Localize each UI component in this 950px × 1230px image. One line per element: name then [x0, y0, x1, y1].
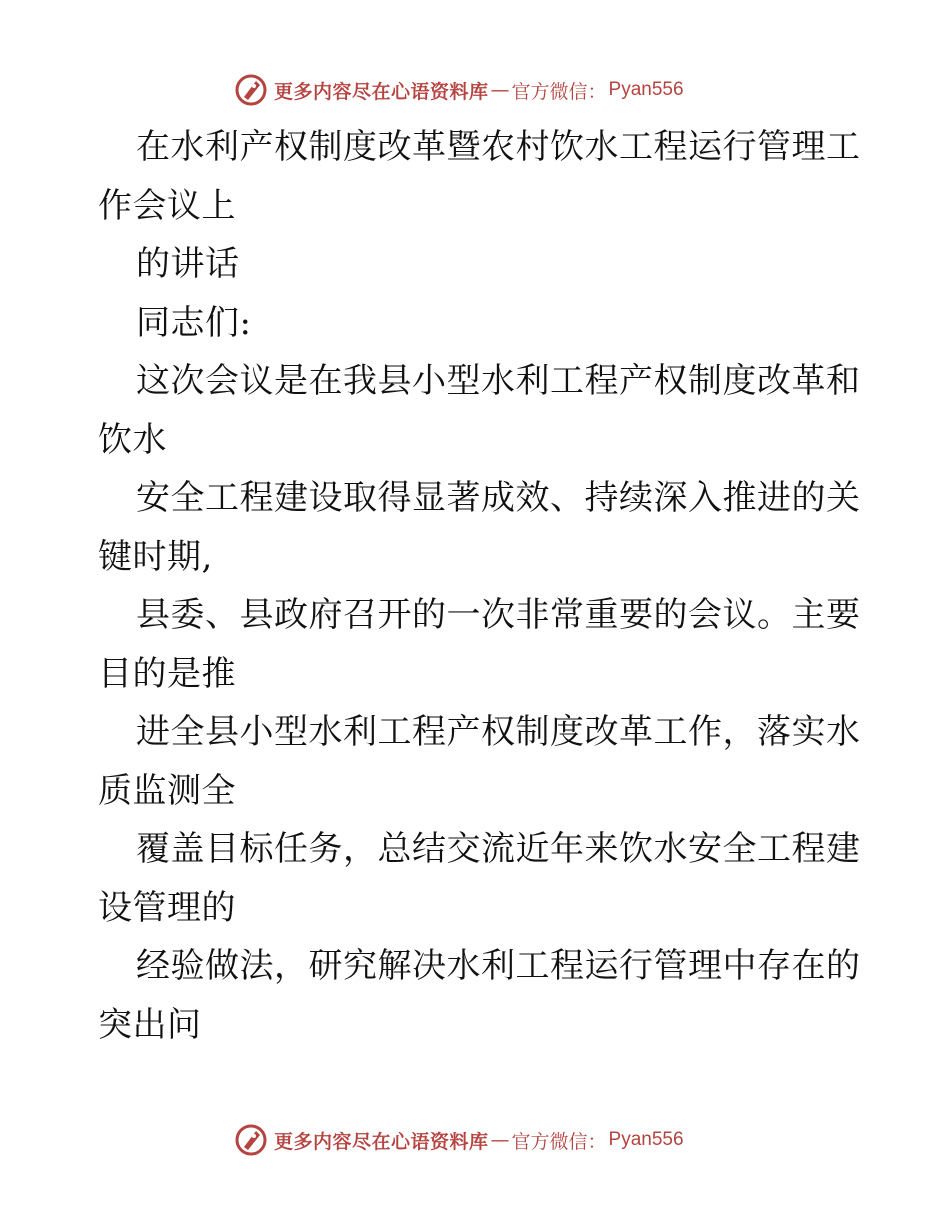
pen-nib-icon	[234, 73, 268, 107]
body-line: 突出问	[98, 1004, 202, 1045]
wechat-id: Pyan556	[608, 79, 684, 100]
body-line: 设管理的	[98, 887, 236, 928]
footer-banner	[234, 1120, 754, 1160]
promo-dash: —	[490, 1129, 510, 1151]
body-line: 作会议上	[98, 185, 236, 226]
wechat-label: 官方微信：	[511, 1130, 607, 1153]
body-line: 在水利产权制度改革暨农村饮水工程运行管理工	[136, 127, 861, 167]
document-body	[98, 118, 861, 1054]
promo-dash: —	[490, 79, 510, 101]
body-line: 同志们:	[136, 302, 252, 343]
body-line: 覆盖目标任务，总结交流近年来饮水安全工程建	[136, 829, 861, 869]
body-line: 的讲话	[136, 244, 240, 284]
wechat-id: Pyan556	[608, 1129, 684, 1150]
body-line: 键时期,	[98, 536, 213, 577]
body-line: 经验做法，研究解决水利工程运行管理中存在的	[136, 946, 861, 986]
body-line: 进全县小型水利工程产权制度改革工作，落实水	[136, 712, 861, 752]
body-line: 这次会议是在我县小型水利工程产权制度改革和	[136, 361, 861, 401]
body-line: 目的是推	[98, 653, 236, 694]
body-line: 饮水	[98, 419, 167, 460]
promo-text: 更多内容尽在心语资料库	[274, 1130, 489, 1153]
body-line: 安全工程建设取得显著成效、持续深入推进的关	[136, 478, 861, 518]
wechat-label: 官方微信：	[511, 80, 607, 103]
header-banner	[234, 70, 754, 110]
pen-nib-icon	[234, 1123, 268, 1157]
body-line: 质监测全	[98, 770, 236, 811]
body-line: 县委、县政府召开的一次非常重要的会议。主要	[136, 595, 861, 635]
promo-text: 更多内容尽在心语资料库	[274, 80, 489, 103]
